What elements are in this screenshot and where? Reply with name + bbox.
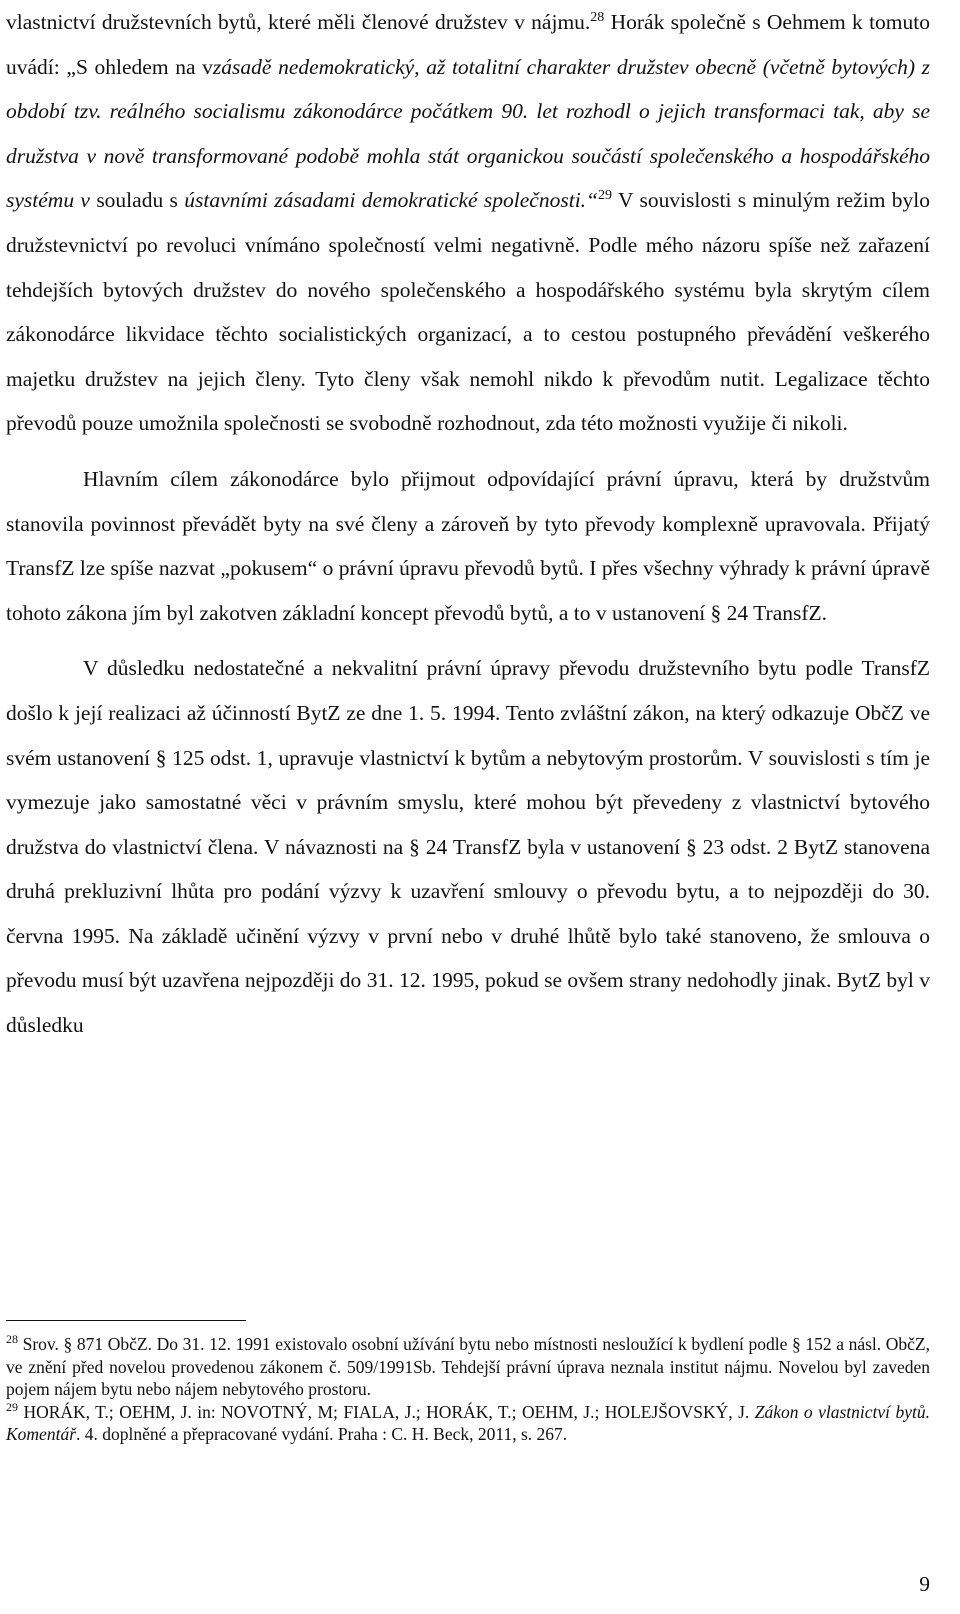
footnote-number: 29 (6, 1399, 18, 1414)
paragraph-1 (6, 0, 930, 446)
quote-part-1: S ohledem na v (75, 54, 213, 79)
footnote-separator (6, 1320, 246, 1321)
footnote-28 (6, 1333, 930, 1401)
footnote-text: Srov. § 871 ObčZ. Do 31. 12. 1991 existovalo osobní užívání bytu nebo místnosti nesloužící k bydlení podle § 152 a násl. ObčZ, ve znění před novelou provedenou zákonem č. 509/1991Sb. Tehdejší právní úprava neznala institut nájmu. Novelou byl zaveden pojem nájem bytu nebo nájem nebytového prostoru. (6, 1334, 930, 1399)
paragraph-1-text-end: V souvislosti s minulým režim bylo družstevnictví po revoluci vnímáno společností velmi negativně. Podle mého názoru spíše než zařazení tehdejších bytových družstev do nového společenského a hospodářského systému byla skrytým cílem zákonodárce likvidace těchto socialistických organizací, a to cestou postupného převádění veškerého majetku družstev na jejich členy. Tyto členy však nemohl nikdo k převodům nutit. Legalizace těchto převodů pouze umožnila společnosti se svobodně rozhodnout, zda této možnosti využije či nikoli. (6, 188, 930, 436)
paragraph-1-intro: Horák společně s Oehmem k tomuto uvádí: „ (6, 10, 930, 79)
footnote-29 (6, 1401, 930, 1446)
quote-part-3: souladu s (96, 188, 185, 213)
footnote-book-title: Zákon o vlastnictví bytů. Komentář (6, 1401, 930, 1444)
footnote-ref-29[interactable]: 29 (598, 188, 613, 204)
footnote-ref-28[interactable]: 28 (590, 9, 605, 25)
document-page (6, 0, 930, 1048)
footnote-text: HORÁK, T.; OEHM, J. in: NOVOTNÝ, M; FIALA, J.; HORÁK, T.; OEHM, J.; HOLEJŠOVSKÝ, J. (18, 1401, 755, 1422)
quote-part-4: ústavními zásadami demokratické společnosti. (184, 188, 587, 213)
quote-part-2: zásadě nedemokratický, až totalitní charakter družstev obecně (včetně bytových) z období tzv. reálného socialismu zákonodárce počátkem 90. let rozhodl o jejich transformaci tak, aby se družstva v nově transformované podobě mohla stát organickou součástí společenského a hospodářského systému v (6, 54, 930, 213)
footnotes (6, 1333, 930, 1446)
paragraph-1-text-start: vlastnictví družstevních bytů, které měli členové družstev v nájmu. (6, 10, 591, 34)
footnote-number: 28 (6, 1332, 18, 1347)
paragraph-3: V důsledku nedostatečné a nekvalitní právní úpravy převodu družstevního bytu podle TransfZ došlo k její realizaci až účinností BytZ ze dne 1. 5. 1994. Tento zvláštní zákon, na který odkazuje ObčZ ve svém ustanovení § 125 odst. 1, upravuje vlastnictví k bytům a nebytovým prostorům. V souvislosti s tím je vymezuje jako samostatné věci v právním smyslu, které mohou být převedeny z vlastnictví bytového družstva do vlastnictví člena. V návaznosti na § 24 TransfZ byla v ustanovení § 23 odst. 2 BytZ stanovena druhá prekluzivní lhůta pro podání výzvy k uzavření smlouvy o převodu bytu, a to nejpozději do 30. června 1995. Na základě učinění výzvy v první nebo v druhé lhůtě bylo také stanoveno, že smlouva o převodu musí být uzavřena nejpozději do 31. 12. 1995, pokud se ovšem strany nedohodly jinak. BytZ byl v důsledku (6, 656, 930, 1038)
paragraph-2: Hlavním cílem zákonodárce bylo přijmout odpovídající právní úpravu, která by družstvům stanovila povinnost převádět byty na své členy a zároveň by tyto převody komplexně upravovala. Přijatý TransfZ lze spíše nazvat „pokusem“ o právní úpravu převodů bytů. I přes všechny výhrady k právní úpravě tohoto zákona jím byl zakotven základní koncept převodů bytů, a to v ustanovení § 24 TransfZ. (6, 466, 930, 625)
page-number: 9 (919, 1572, 930, 1596)
quote-close: “ (586, 188, 599, 213)
footnote-text: . 4. doplněné a přepracované vydání. Praha : C. H. Beck, 2011, s. 267. (76, 1424, 568, 1444)
